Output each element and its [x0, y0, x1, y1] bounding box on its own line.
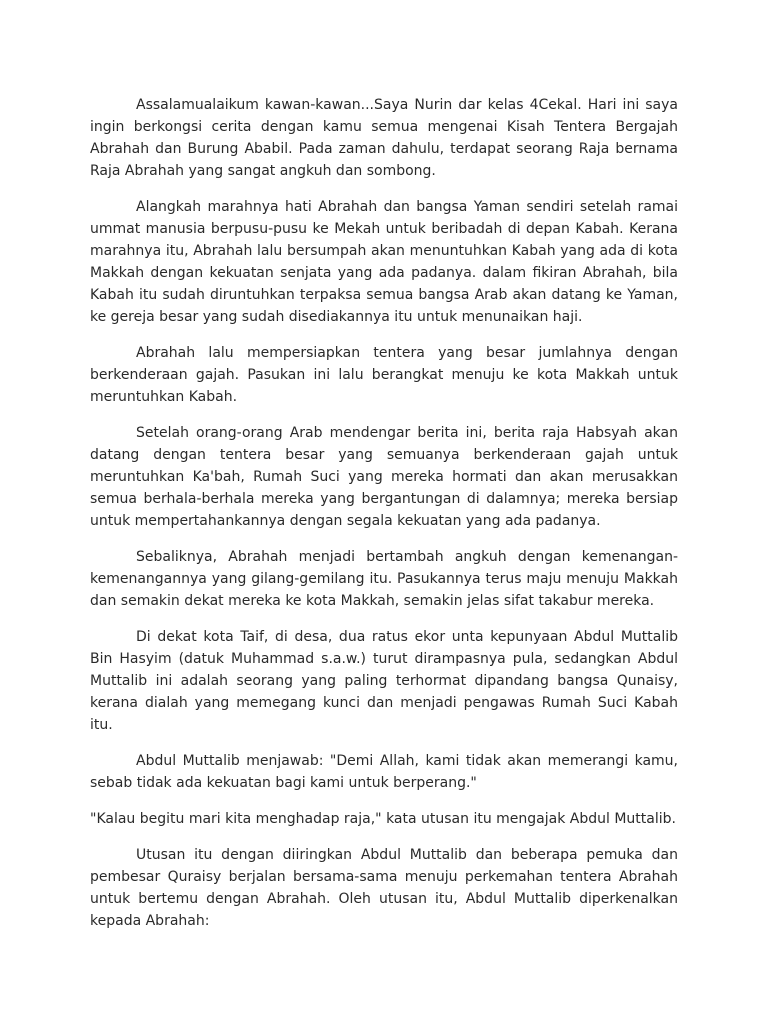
paragraph-3: Abrahah lalu mempersiapkan tentera yang besar jumlahnya dengan berkenderaan gajah. Pasukan ini lalu berangkat menuju ke kota Makkah untuk meruntuhkan Kabah.: [90, 345, 678, 405]
paragraph-2: Alangkah marahnya hati Abrahah dan bangsa Yaman sendiri setelah ramai ummat manusia berpusu-pusu ke Mekah untuk beribadah di depan Kabah. Kerana marahnya itu, Abrahah lalu bersumpah akan menuntuhkan Kabah yang ada di kota Makkah dengan kekuatan senjata yang ada padanya. dalam fikiran Abrahah, bila Kabah itu sudah diruntuhkan terpaksa semua bangsa Arab akan datang ke Yaman, ke gereja besar yang sudah disediakannya itu untuk menunaikan haji.: [90, 199, 678, 325]
paragraph-4: Setelah orang-orang Arab mendengar berita ini, berita raja Habsyah akan datang dengan tentera besar yang semuanya berkenderaan gajah untuk meruntuhkan Ka'bah, Rumah Suci yang mereka hormati dan akan merusakkan semua berhala-berhala mereka yang bergantungan di dalamnya; mereka bersiap untuk mempertahankannya dengan segala kekuatan yang ada padanya.: [90, 425, 678, 529]
paragraph-6: Di dekat kota Taif, di desa, dua ratus ekor unta kepunyaan Abdul Muttalib Bin Hasyim (datuk Muhammad s.a.w.) turut dirampasnya pula, sedangkan Abdul Muttalib ini adalah seorang yang paling terhormat dipandang bangsa Qunaisy, kerana dialah yang memegang kunci dan menjadi pengawas Rumah Suci Kabah itu.: [90, 629, 678, 733]
paragraph-9: Utusan itu dengan diiringkan Abdul Muttalib dan beberapa pemuka dan pembesar Quraisy berjalan bersama-sama menuju perkemahan tentera Abrahah untuk bertemu dengan Abrahah. Oleh utusan itu, Abdul Muttalib diperkenalkan kepada Abrahah:: [90, 847, 678, 929]
paragraph-5: Sebaliknya, Abrahah menjadi bertambah angkuh dengan kemenangan-kemenangannya yang gilang-gemilang itu. Pasukannya terus maju menuju Makkah dan semakin dekat mereka ke kota Makkah, semakin jelas sifat takabur mereka.: [90, 549, 678, 609]
paragraph-8: "Kalau begitu mari kita menghadap raja," kata utusan itu mengajak Abdul Muttalib.: [90, 811, 676, 827]
paragraph-7: Abdul Muttalib menjawab: "Demi Allah, kami tidak akan memerangi kamu, sebab tidak ada kekuatan bagi kami untuk berperang.": [90, 753, 678, 791]
paragraph-1: Assalamualaikum kawan-kawan...Saya Nurin dar kelas 4Cekal. Hari ini saya ingin berkongsi cerita dengan kamu semua mengenai Kisah Tentera Bergajah Abrahah dan Burung Ababil. Pada zaman dahulu, terdapat seorang Raja bernama Raja Abrahah yang sangat angkuh dan sombong.: [90, 97, 678, 179]
document-page: [90, 94, 678, 946]
